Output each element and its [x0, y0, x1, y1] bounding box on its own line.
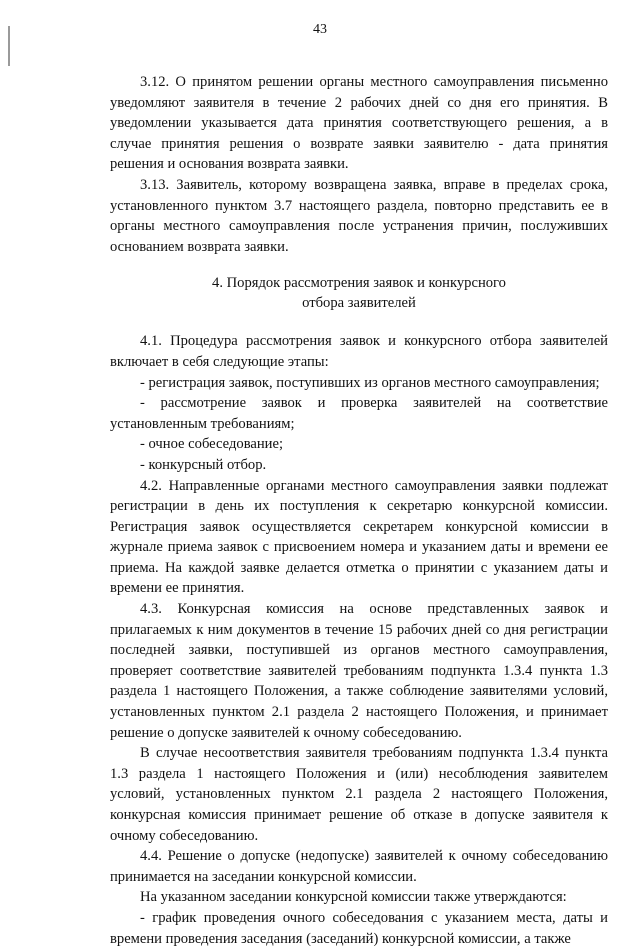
page-number: 43 — [313, 22, 327, 37]
section-heading-line-2: отбора заявителей — [302, 295, 416, 312]
document-body — [110, 72, 608, 949]
paragraph-4-1: 4.1. Процедура рассмотрения заявок и конкурсного отбора заявителей включает в себя следующие этапы: — [110, 333, 608, 370]
paragraph-3-13: 3.13. Заявитель, которому возвращена заявка, вправе в пределах срока, установленного пунктом 3.7 настоящего раздела, повторно представить ее в органы местного самоуправления после устранения причин, послуживших основанием возврата заявки. — [110, 176, 608, 255]
list-item-schedule: - график проведения очного собеседования с указанием места, даты и времени проведения заседания (заседаний) конкурсной комиссии, а также — [110, 909, 608, 947]
list-item-selection: - конкурсный отбор. — [140, 456, 267, 473]
list-item-interview: - очное собеседование; — [140, 436, 284, 453]
paragraph-3-12: 3.12. О принятом решении органы местного самоуправления письменно уведомляют заявителя в течение 2 рабочих дней со дня его принятия. В уведомлении указывается дата принятия соответствующего решения, а в случае принятия решения о возврате заявки заявителю - дата принятия решения и основания возврата заявки. — [110, 74, 608, 173]
paragraph-4-2: 4.2. Направленные органами местного самоуправления заявки подлежат регистрации в день их поступления к секретарю конкурсной комиссии. Регистрация заявок осуществляется секретарем конкурсной комиссии в журнале приема заявок с присвоением номера и указанием даты и времени ее приема. На каждой заявке делается отметка о принятии с указанием даты и времени ее принятия. — [110, 477, 608, 597]
list-item-registration: - регистрация заявок, поступивших из органов местного самоуправления; — [140, 374, 600, 391]
paragraph-4-3: 4.3. Конкурсная комиссия на основе представленных заявок и прилагаемых к ним документов в течение 15 рабочих дней со дня регистрации последней заявки, поступившей из органов местного самоуправления, проверяет соответствие заявителей требованиям подпункта 1.3.4 пункта 1.3 раздела 1 настоящего Положения, а также соблюдение заявителями условий, установленных пунктом 2.1 раздела 2 настоящего Положения, и принимает решение о допуске заявителей к очному собеседованию. — [110, 601, 608, 741]
paragraph-4-4: 4.4. Решение о допуске (недопуске) заявителей к очному собеседованию принимается на заседании конкурсной комиссии. — [110, 848, 608, 885]
section-heading-line-1: 4. Порядок рассмотрения заявок и конкурсного — [212, 275, 506, 292]
paragraph-nonconformity: В случае несоответствия заявителя требованиям подпункта 1.3.4 пункта 1.3 раздела 1 настоящего Положения и (или) несоблюдения заявителем условий, установленных пунктом 2.1 раздела 2 настоящего Положения, конкурсная комиссия принимает решение об отказе в допуске заявителя к очному собеседованию. — [110, 745, 608, 844]
section-heading — [110, 273, 608, 313]
list-item-review: - рассмотрение заявок и проверка заявителей на соответствие установленным требованиям; — [110, 395, 608, 432]
paragraph-meeting-approval: На указанном заседании конкурсной комиссии также утверждаются: — [140, 889, 567, 906]
